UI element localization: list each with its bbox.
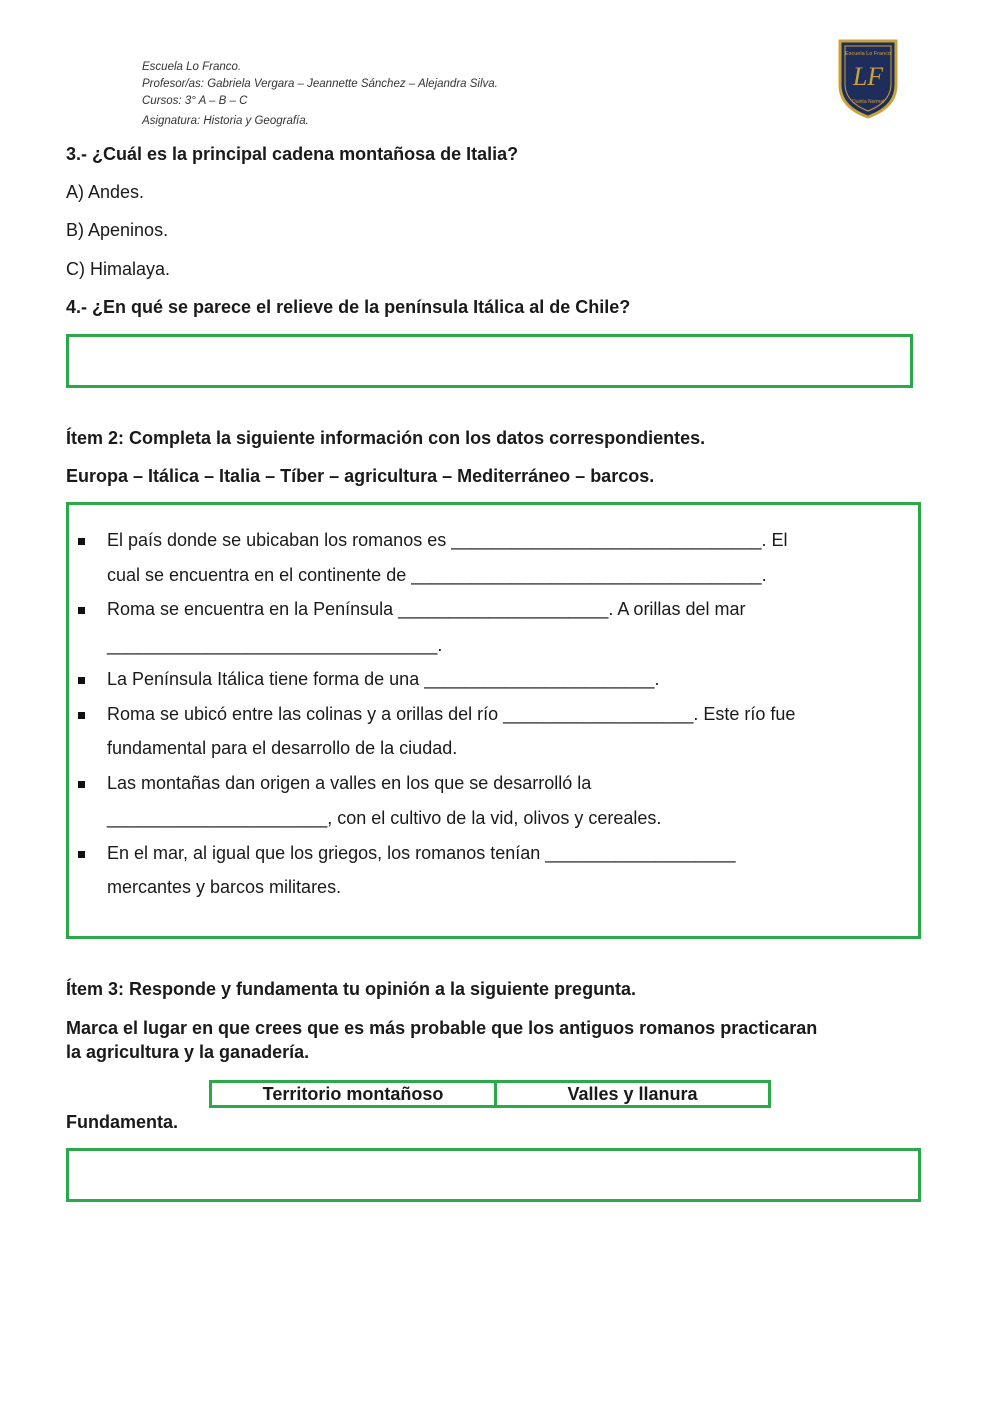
option-a[interactable]: A) Andes. [66,182,145,202]
fill-line-11: mercantes y barcos militares. [107,877,342,897]
fill-line-2[interactable]: cual se encuentra en el continente de ___________________________________. [107,565,767,585]
item-2-title: Ítem 2: Completa la siguiente información con los datos correspondientes. [66,428,706,448]
fill-in-box [66,502,921,939]
logo-letters: LF [852,62,884,91]
question-3: 3.- ¿Cuál es la principal cadena montañosa de Italia? [66,144,519,164]
word-bank: Europa – Itálica – Italia – Tíber – agricultura – Mediterráneo – barcos. [66,466,655,486]
logo-top-text: Escuela Lo Franco [845,51,891,57]
option-b[interactable]: B) Apeninos. [66,220,169,240]
fill-line-4[interactable]: _________________________________. [107,635,443,655]
option-c[interactable]: C) Himalaya. [66,259,171,279]
answer-box-q4[interactable] [66,334,913,388]
fill-line-1[interactable]: El país donde se ubicaban los romanos es _______________________________. El [107,530,788,550]
school-name: Escuela Lo Franco. [142,61,242,73]
fill-line-5[interactable]: La Península Itálica tiene forma de una _______________________. [107,669,660,689]
fill-line-8: Las montañas dan origen a valles en los que se desarrolló la [107,773,592,793]
fill-line-3[interactable]: Roma se encuentra en la Península _____________________. A orillas del mar [107,599,746,619]
fundamenta-label: Fundamenta. [66,1112,179,1132]
fill-line-10[interactable]: En el mar, al igual que los griegos, los romanos tenían ___________________ [107,843,736,863]
item-3-prompt-1: Marca el lugar en que crees que es más probable que los antiguos romanos practicaran [66,1018,818,1038]
fill-line-9[interactable]: ______________________, con el cultivo de la vid, olivos y cereales. [107,808,662,828]
answer-box-fundamenta[interactable] [66,1148,921,1202]
question-4: 4.- ¿En qué se parece el relieve de la península Itálica al de Chile? [66,297,631,317]
logo-bottom-text: Quinta Normal [851,99,885,105]
choice-territorio-montanoso[interactable]: Territorio montañoso [209,1080,497,1108]
item-3-prompt-2: la agricultura y la ganadería. [66,1042,310,1062]
courses-line: Cursos: 3° A – B – C [142,95,248,107]
fill-line-6[interactable]: Roma se ubicó entre las colinas y a orillas del río ___________________. Este río fue [107,704,796,724]
fill-line-7: fundamental para el desarrollo de la ciudad. [107,738,458,758]
subject-line: Asignatura: Historia y Geografía. [142,115,309,127]
teachers-line: Profesor/as: Gabriela Vergara – Jeannette Sánchez – Alejandra Silva. [142,78,498,90]
item-3-title: Ítem 3: Responde y fundamenta tu opinión a la siguiente pregunta. [66,979,637,999]
school-logo [836,37,900,119]
choice-valles-llanura[interactable]: Valles y llanura [494,1080,771,1108]
